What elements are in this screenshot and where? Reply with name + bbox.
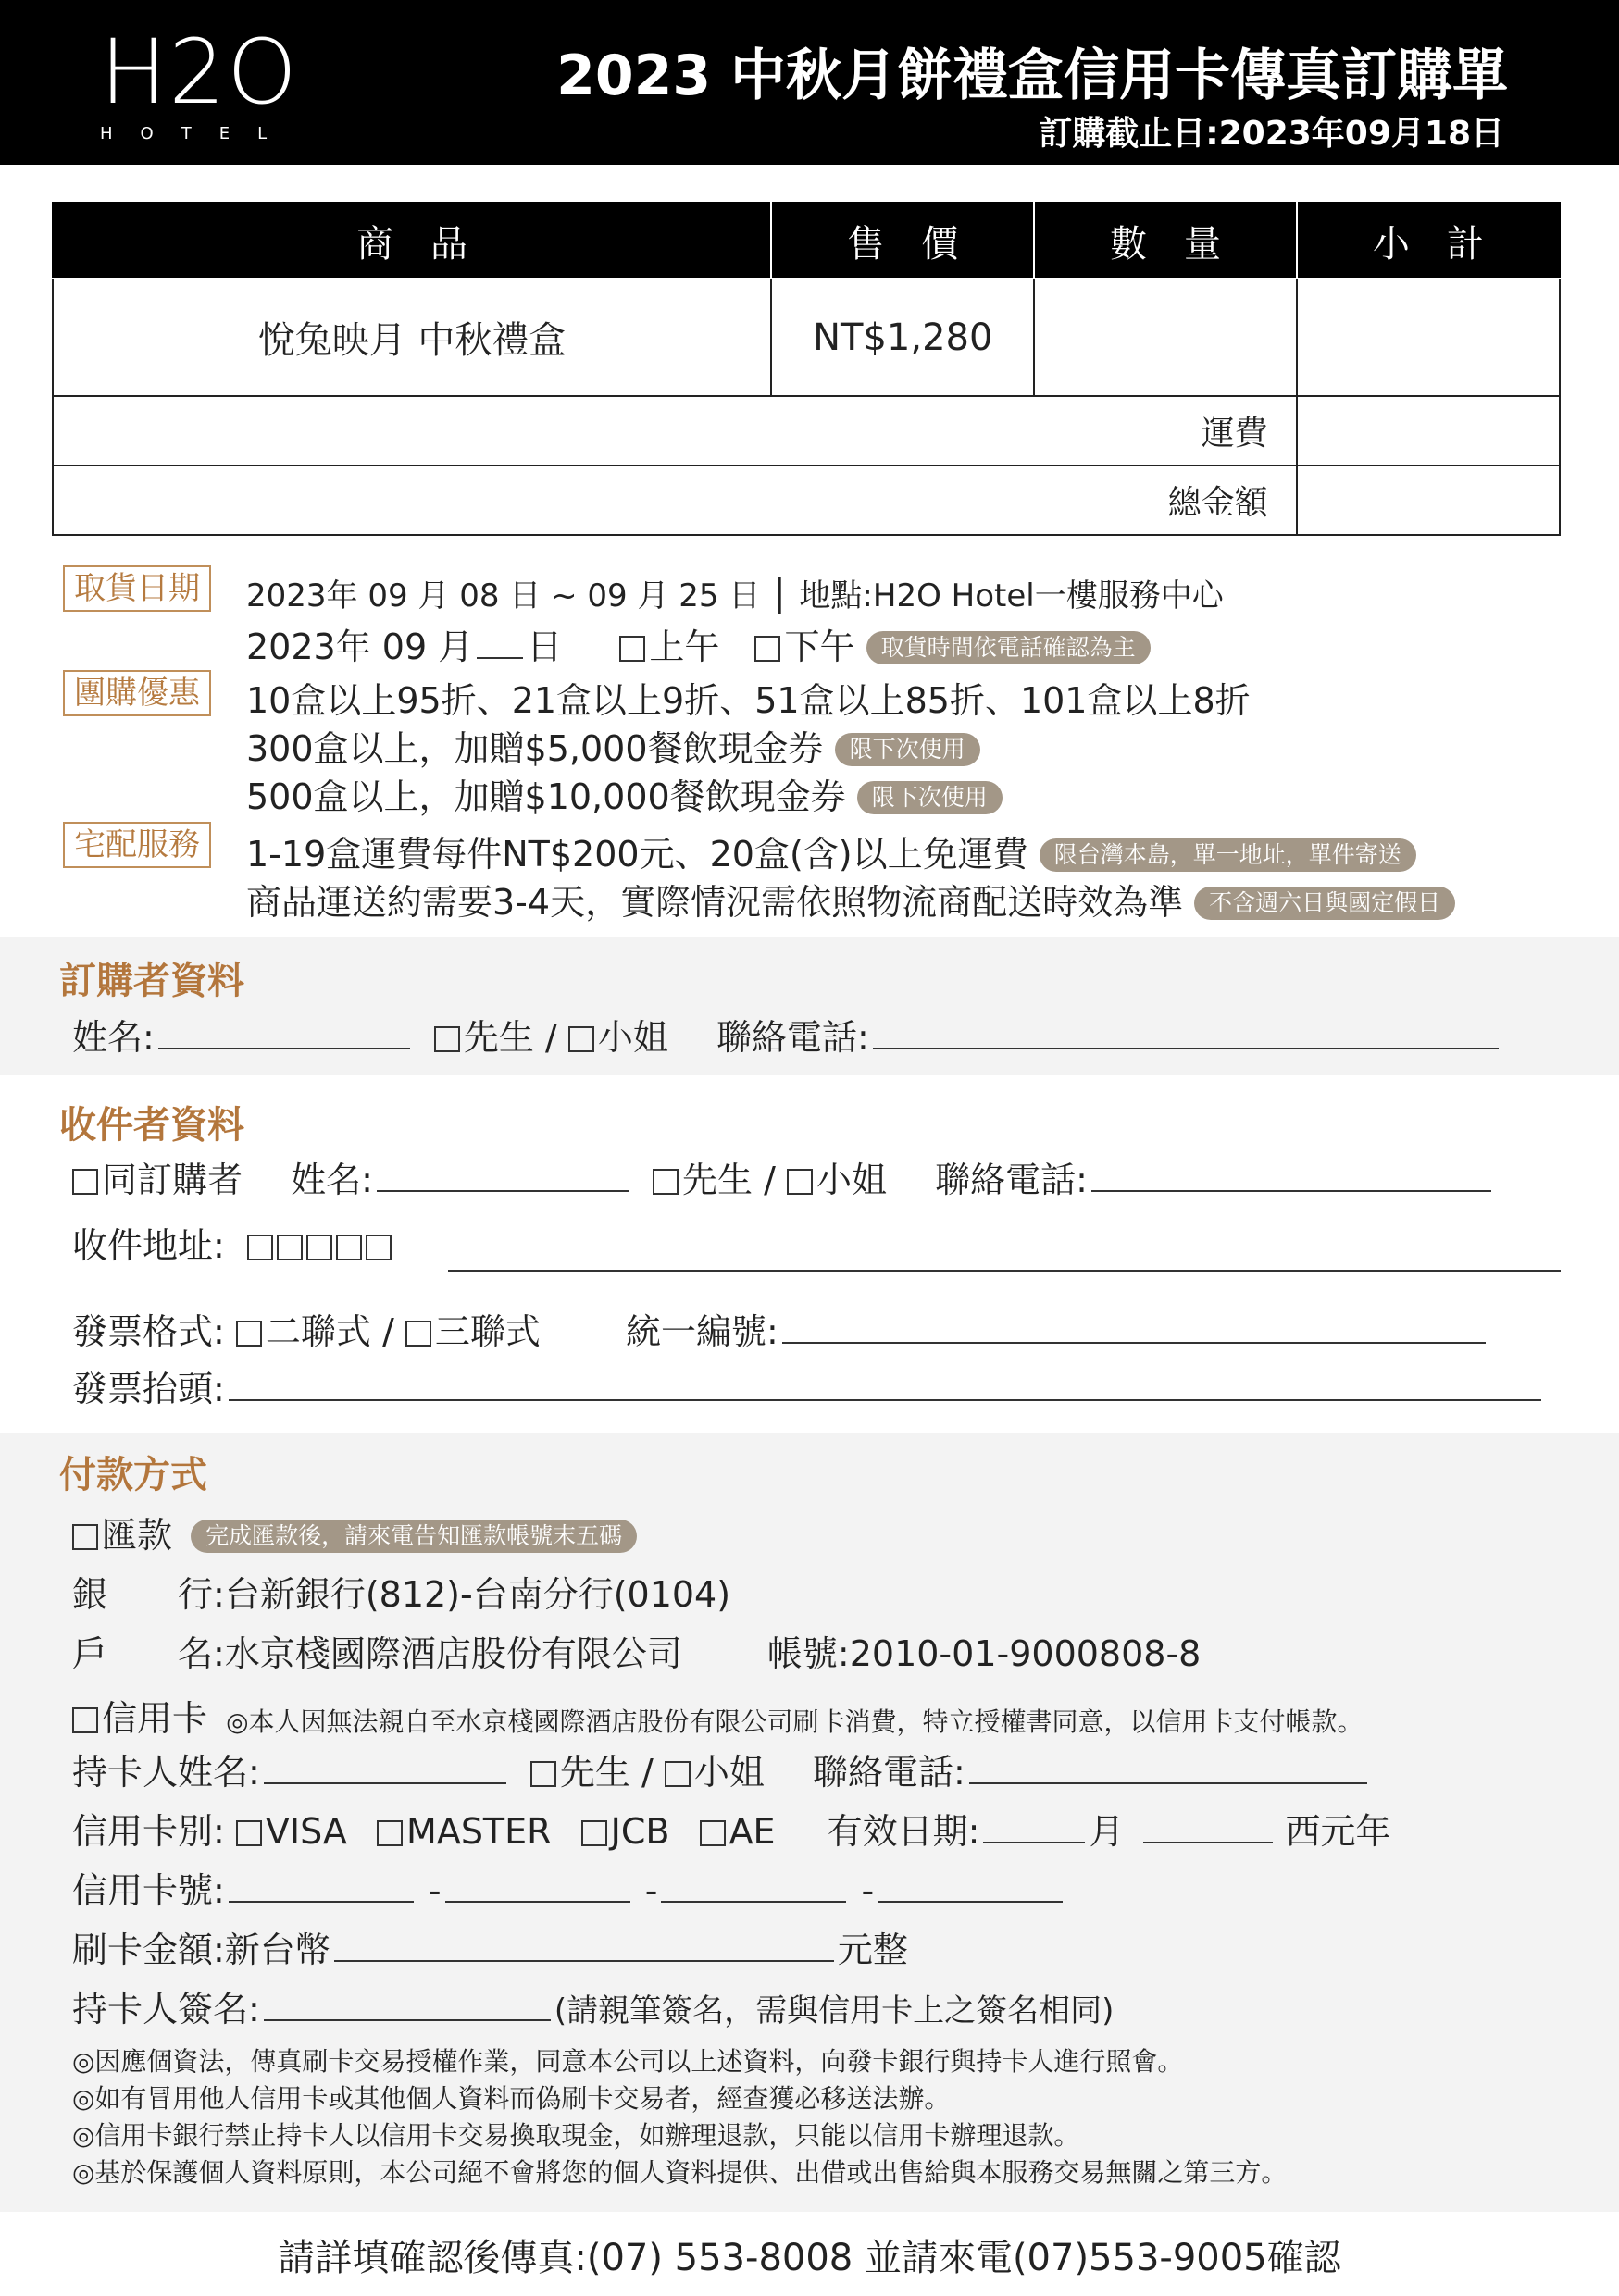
visa-checkbox[interactable]	[236, 1820, 262, 1846]
orderer-phone-label: 聯絡電話:	[716, 1017, 869, 1058]
total-row	[53, 465, 1560, 535]
delivery-line2-text: 商品運送約需要3-4天，實際情況需依照物流商配送時效為準	[246, 882, 1184, 923]
address-label: 收件地址:	[72, 1225, 225, 1266]
jcb-label: JCB	[610, 1811, 670, 1852]
header-subtotal: 小 計	[1297, 203, 1560, 279]
tax-id-field[interactable]	[782, 1341, 1486, 1344]
invoice-dual-label: 二聯式 /	[265, 1311, 394, 1352]
receiver-ms-label: 小姐	[816, 1160, 888, 1200]
delivery-line2	[246, 874, 1455, 925]
invoice-title-row	[72, 1360, 1545, 1411]
orderer-ms-checkbox[interactable]	[568, 1026, 594, 1052]
pickup-am-label: 上午	[649, 627, 720, 667]
card-number-dash: -	[428, 1870, 442, 1911]
bank-label: 銀 行:	[72, 1574, 225, 1615]
receiver-row	[72, 1151, 1495, 1202]
expiry-label: 有效日期:	[827, 1811, 980, 1852]
orderer-name-field[interactable]	[158, 1047, 410, 1049]
delivery-pill-2: 不含週六日與國定假日	[1194, 887, 1455, 920]
signature-field[interactable]	[264, 2018, 551, 2021]
transfer-label: 匯款	[102, 1515, 173, 1556]
signature-label: 持卡人簽名:	[72, 1989, 260, 2029]
group-line2-text: 300盒以上，加贈$5,000餐飲現金券	[246, 728, 824, 769]
card-number-field-3[interactable]	[661, 1900, 846, 1903]
amount-field[interactable]	[334, 1959, 834, 1962]
expiry-year-field[interactable]	[1143, 1841, 1273, 1843]
receiver-ms-checkbox[interactable]	[787, 1169, 813, 1195]
delivery-tag: 宅配服務	[63, 822, 211, 868]
card-type-label: 信用卡別:	[72, 1811, 225, 1852]
account-number: 帳號:2010-01-9000808-8	[766, 1633, 1202, 1674]
amount-unit: 元整	[837, 1930, 908, 1970]
note-item: ◎因應個資法，傳真刷卡交易授權作業，同意本公司以上述資料，向發卡銀行與持卡人進行照會。	[72, 2046, 1184, 2077]
address-row	[72, 1217, 395, 1268]
credit-note: ◎本人因無法親自至水京棧國際酒店股份有限公司刷卡消費，特立授權書同意，以信用卡支付帳款。	[226, 1706, 1364, 1737]
total-cell[interactable]	[1297, 465, 1560, 535]
card-number-dash: -	[644, 1870, 658, 1911]
orderer-name-label: 姓名:	[72, 1017, 155, 1058]
delivery-line1	[246, 825, 1416, 876]
product-name: 悅兔映月 中秋禮盒	[53, 279, 771, 396]
shipping-label: 運費	[53, 396, 1297, 465]
amount-label: 刷卡金額:新台幣	[72, 1930, 330, 1970]
header-quantity: 數 量	[1034, 203, 1296, 279]
pickup-pill: 取貨時間依電話確認為主	[866, 631, 1151, 664]
group-line2	[246, 720, 980, 771]
holder-field[interactable]	[264, 1781, 506, 1784]
invoice-triple-checkbox[interactable]	[405, 1321, 431, 1347]
card-number-field-1[interactable]	[229, 1900, 414, 1903]
holder-mr-label: 先生 /	[559, 1752, 654, 1793]
footer-fax: 請詳填確認後傳真:(07) 553-8008 並請來電(07)553-9005確認	[278, 2237, 1341, 2279]
group-pill-1: 限下次使用	[835, 733, 980, 766]
group-line3	[246, 768, 1003, 819]
transfer-pill: 完成匯款後，請來電告知匯款帳號末五碼	[191, 1520, 637, 1553]
notes	[72, 2043, 1287, 2191]
orderer-title: 訂購者資料	[59, 959, 244, 1002]
signature-note: (請親筆簽名，需與信用卡上之簽名相同)	[554, 1992, 1115, 2029]
order-table	[52, 202, 1561, 536]
expiry-month-field[interactable]	[983, 1841, 1085, 1843]
shipping-cell[interactable]	[1297, 396, 1560, 465]
receiver-same-label: 同訂購者	[102, 1160, 243, 1200]
receiver-mr-checkbox[interactable]	[653, 1169, 679, 1195]
orderer-mr-checkbox[interactable]	[434, 1026, 460, 1052]
postal-box[interactable]	[366, 1235, 392, 1260]
transfer-row	[72, 1507, 637, 1558]
bank-value: 台新銀行(812)-台南分行(0104)	[224, 1574, 731, 1615]
receiver-phone-field[interactable]	[1091, 1189, 1491, 1192]
orderer-mr-label: 先生 /	[463, 1017, 557, 1058]
credit-checkbox[interactable]	[72, 1707, 98, 1733]
address-field[interactable]	[448, 1270, 1561, 1272]
table-row	[53, 279, 1560, 396]
account-name-value: 水京棧國際酒店股份有限公司	[224, 1633, 682, 1674]
holder-label: 持卡人姓名:	[72, 1752, 260, 1793]
signature-row	[72, 1980, 1114, 2031]
receiver-mr-label: 先生 /	[682, 1160, 776, 1200]
delivery-line1-text: 1-19盒運費每件NT$200元、20盒(含)以上免運費	[246, 834, 1028, 875]
pickup-day-field[interactable]	[477, 656, 523, 659]
deadline: 訂購截止日:2023年09月18日	[1039, 115, 1504, 153]
product-price: NT$1,280	[771, 279, 1034, 396]
table-header-row	[53, 203, 1560, 279]
pickup-pm-label: 下午	[784, 627, 855, 667]
receiver-name-label: 姓名:	[291, 1160, 373, 1200]
group-line1: 10盒以上95折、21盒以上9折、51盒以上85折、101盒以上8折	[246, 680, 1251, 721]
account-row	[72, 1625, 1201, 1676]
postal-code-boxes[interactable]	[247, 1225, 395, 1266]
pickup-day-label: 日	[527, 627, 563, 667]
pickup-pm-checkbox[interactable]	[754, 636, 780, 662]
master-checkbox[interactable]	[377, 1820, 403, 1846]
postal-box[interactable]	[306, 1235, 332, 1260]
card-number-label: 信用卡號:	[72, 1870, 225, 1911]
account-name-label: 戶 名:	[72, 1633, 225, 1674]
card-number-dash: -	[861, 1870, 875, 1911]
invoice-label: 發票格式:	[72, 1311, 225, 1352]
pickup-month: 2023年 09 月	[246, 627, 474, 667]
holder-phone-field[interactable]	[969, 1781, 1367, 1784]
orderer-phone-field[interactable]	[873, 1047, 1499, 1049]
orderer-row	[72, 1009, 1502, 1060]
group-tag: 團購優惠	[63, 670, 211, 716]
group-line3-text: 500盒以上，加贈$10,000餐飲現金券	[246, 776, 846, 817]
card-number-row	[72, 1862, 1066, 1913]
postal-box[interactable]	[277, 1235, 303, 1260]
credit-row	[72, 1690, 1364, 1741]
group-pill-2: 限下次使用	[857, 781, 1003, 814]
postal-box[interactable]	[336, 1235, 362, 1260]
note-item: ◎基於保護個人資料原則，本公司絕不會將您的個人資料提供、出借或出售給與本服務交易無關之第三方。	[72, 2157, 1288, 2188]
expiry-month-label: 月	[1089, 1811, 1125, 1852]
pickup-tag: 取貨日期	[63, 565, 211, 612]
header-product: 商 品	[53, 203, 771, 279]
ae-checkbox[interactable]	[700, 1820, 726, 1846]
invoice-title-field[interactable]	[229, 1398, 1541, 1401]
note-item: ◎如有冒用他人信用卡或其他個人資料而偽刷卡交易者，經查獲必移送法辦。	[72, 2083, 951, 2114]
invoice-title-label: 發票抬頭:	[72, 1369, 225, 1409]
jcb-checkbox[interactable]	[581, 1820, 607, 1846]
shipping-row	[53, 396, 1560, 465]
tax-id-label: 統一編號:	[626, 1311, 778, 1352]
pickup-am-checkbox[interactable]	[619, 636, 645, 662]
receiver-title: 收件者資料	[59, 1103, 244, 1147]
expiry-year-label: 西元年	[1285, 1811, 1391, 1852]
holder-ms-checkbox[interactable]	[665, 1761, 691, 1787]
invoice-row	[72, 1303, 1489, 1354]
receiver-same-checkbox[interactable]	[72, 1169, 98, 1195]
master-label: MASTER	[406, 1811, 552, 1852]
delivery-pill-1: 限台灣本島，單一地址，單件寄送	[1040, 838, 1416, 872]
subtotal-cell[interactable]	[1297, 279, 1560, 396]
holder-row	[72, 1744, 1371, 1794]
invoice-dual-checkbox[interactable]	[236, 1321, 262, 1347]
visa-label: VISA	[265, 1811, 347, 1852]
total-label: 總金額	[53, 465, 1297, 535]
holder-mr-checkbox[interactable]	[530, 1761, 556, 1787]
holder-phone-label: 聯絡電話:	[813, 1752, 965, 1793]
card-number-field-4[interactable]	[878, 1900, 1063, 1903]
card-type-row	[72, 1803, 1391, 1854]
note-item: ◎信用卡銀行禁止持卡人以信用卡交易換取現金，如辦理退款，只能以信用卡辦理退款。	[72, 2120, 1080, 2151]
pickup-line2	[246, 618, 1151, 669]
receiver-phone-label: 聯絡電話:	[935, 1160, 1088, 1200]
card-number-field-2[interactable]	[445, 1900, 630, 1903]
pickup-line1: 2023年 09 月 08 日 ~ 09 月 25 日 │ 地點:H2O Hotel一樓服務中心	[246, 577, 1224, 614]
orderer-ms-label: 小姐	[597, 1017, 668, 1058]
ae-label: AE	[729, 1811, 776, 1852]
payment-title: 付款方式	[59, 1453, 207, 1496]
header-price: 售 價	[771, 203, 1034, 279]
holder-ms-label: 小姐	[693, 1752, 765, 1793]
invoice-triple-label: 三聯式	[434, 1311, 541, 1352]
logo-main: H2O	[100, 20, 299, 124]
postal-box[interactable]	[247, 1235, 273, 1260]
amount-row	[72, 1921, 908, 1972]
transfer-checkbox[interactable]	[72, 1524, 98, 1550]
credit-label: 信用卡	[102, 1698, 208, 1739]
bank-row	[72, 1566, 730, 1617]
logo	[100, 20, 299, 148]
page-title: 2023 中秋月餅禮盒信用卡傳真訂購單	[556, 43, 1508, 108]
receiver-name-field[interactable]	[377, 1189, 629, 1192]
logo-sub: HOTEL	[100, 124, 295, 143]
quantity-cell[interactable]	[1034, 279, 1296, 396]
